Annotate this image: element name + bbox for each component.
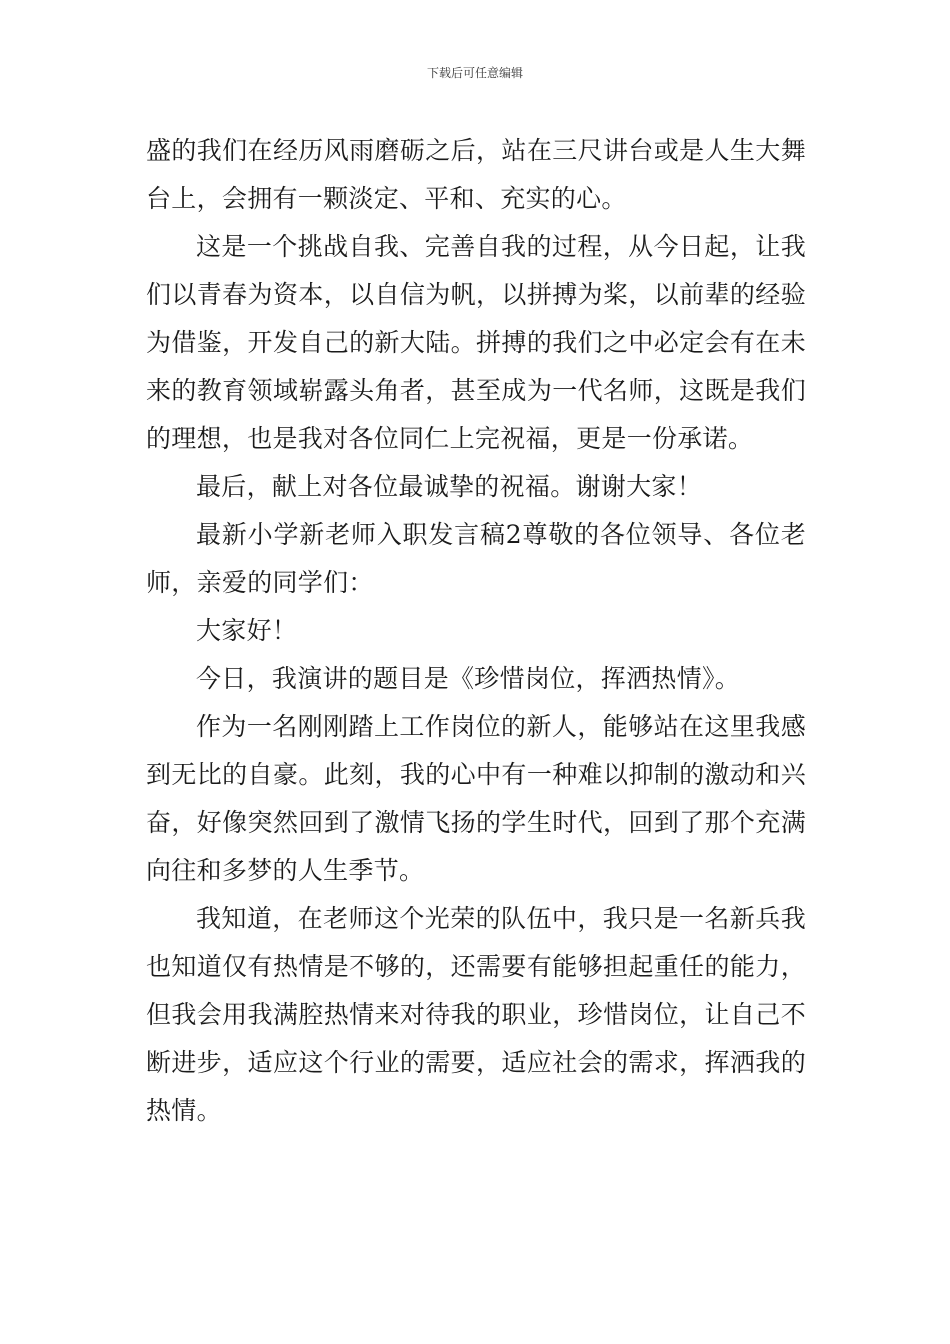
paragraph-7: 作为一名刚刚踏上工作岗位的新人，能够站在这里我感到无比的自豪。此刻，我的心中有一种难以抑制的激动和兴奋，好像突然回到了激情飞扬的学生时代，回到了那个充满向往和多梦的人生季节。 (146, 712, 806, 885)
paragraph-8: 我知道，在老师这个光荣的队伍中，我只是一名新兵我也知道仅有热情是不够的，还需要有能够担起重任的能力，但我会用我满腔热情来对待我的职业，珍惜岗位，让自己不断进步，适应这个行业的需要，适应社会的需求，挥洒我的热情。 (146, 904, 806, 1125)
paragraph-4: 最新小学新老师入职发言稿2尊敬的各位领导、各位老师，亲爱的同学们： (146, 520, 806, 597)
paragraph-6: 今日，我演讲的题目是《珍惜岗位，挥洒热情》。 (196, 664, 741, 693)
document-body (146, 127, 806, 1135)
paragraph-1: 盛的我们在经历风雨磨砺之后，站在三尺讲台或是人生大舞台上，会拥有一颗淡定、平和、充实的心。 (146, 136, 806, 213)
page-header: 下载后可任意编辑 (426, 66, 523, 80)
paragraph-5: 大家好！ (196, 616, 298, 645)
paragraph-3: 最后，献上对各位最诚挚的祝福。谢谢大家！ (196, 472, 703, 501)
paragraph-2: 这是一个挑战自我、完善自我的过程，从今日起，让我们以青春为资本，以自信为帆，以拼搏为桨，以前辈的经验为借鉴，开发自己的新大陆。拼搏的我们之中必定会有在未来的教育领域崭露头角者，甚至成为一代名师，这既是我们的理想，也是我对各位同仁上完祝福，更是一份承诺。 (146, 232, 806, 453)
